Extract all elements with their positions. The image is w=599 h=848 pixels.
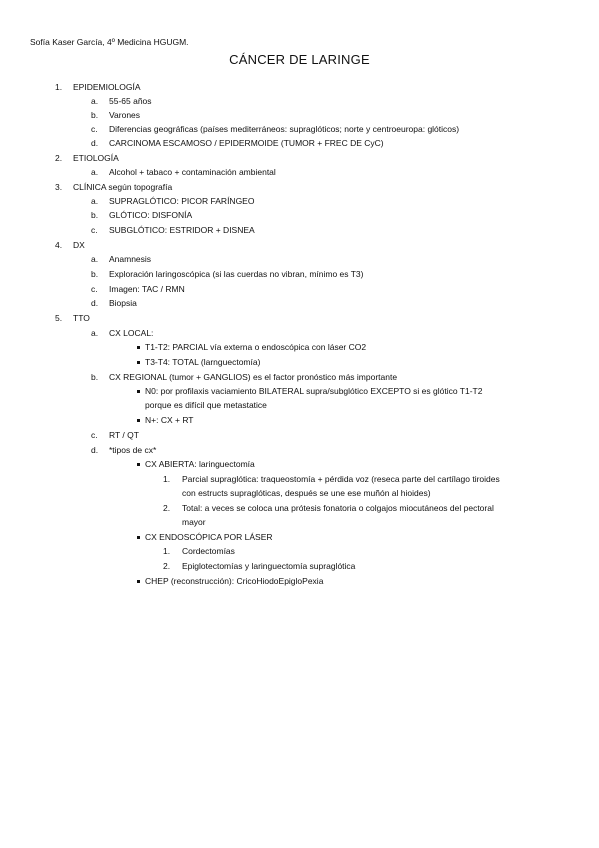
list-letter: c. xyxy=(91,225,98,235)
list-item: SUBGLÓTICO: ESTRIDOR + DISNEA xyxy=(109,225,255,235)
list-item: Exploración laringoscópica (si las cuerdas no vibran, mínimo es T3) xyxy=(109,269,364,279)
list-item: Alcohol + tabaco + contaminación ambiental xyxy=(109,167,276,177)
list-letter: a. xyxy=(91,254,99,264)
list-item-continuation: mayor xyxy=(182,517,206,527)
list-letter: b. xyxy=(91,372,99,382)
list-item: Parcial supraglótica: traqueostomía + pérdida voz (reseca parte del cartílago tiroides xyxy=(182,474,500,484)
list-item: 55-65 años xyxy=(109,96,152,106)
list-item: SUPRAGLÓTICO: PICOR FARÍNGEO xyxy=(109,196,255,206)
list-letter: a. xyxy=(91,328,99,338)
list-letter: b. xyxy=(91,269,99,279)
section-heading: TTO xyxy=(73,313,90,323)
list-item: CARCINOMA ESCAMOSO / EPIDERMOIDE (TUMOR + FREC DE CyC) xyxy=(109,138,384,148)
bullet-item: CHEP (reconstrucción): CricoHiodoEpigloPexia xyxy=(145,576,324,586)
list-letter: c. xyxy=(91,430,98,440)
list-letter: c. xyxy=(91,284,98,294)
list-letter: a. xyxy=(91,96,99,106)
list-number: 2. xyxy=(163,503,171,513)
list-item: CX LOCAL: xyxy=(109,328,154,338)
bullet-item: T3-T4: TOTAL (larnguectomía) xyxy=(145,357,261,367)
list-number: 2. xyxy=(55,153,63,163)
page-title: CÁNCER DE LARINGE xyxy=(229,52,370,67)
list-item: GLÓTICO: DISFONÍA xyxy=(109,210,193,220)
section-heading: ETIOLOGÍA xyxy=(73,153,119,163)
list-number: 2. xyxy=(163,561,171,571)
list-item: RT / QT xyxy=(109,430,139,440)
list-number: 5. xyxy=(55,313,63,323)
list-letter: d. xyxy=(91,138,99,148)
list-letter: b. xyxy=(91,110,99,120)
list-number: 3. xyxy=(55,182,63,192)
list-number: 1. xyxy=(55,82,63,92)
bullet-item-continuation: porque es difícil que metastatice xyxy=(145,400,267,410)
bullet-item: N0: por profilaxis vaciamiento BILATERAL supra/subglótico EXCEPTO si es glótico T1-T2 xyxy=(145,386,483,396)
bullet-square-icon xyxy=(137,536,140,539)
list-letter: a. xyxy=(91,196,99,206)
bullet-item: CX ABIERTA: laringuectomía xyxy=(145,459,255,469)
list-letter: a. xyxy=(91,167,99,177)
list-item: Anamnesis xyxy=(109,254,152,264)
bullet-square-icon xyxy=(137,419,140,422)
list-item: Imagen: TAC / RMN xyxy=(109,284,185,294)
list-item-continuation: con estructs supraglóticas, después se une ese muñón al hioides) xyxy=(182,488,431,498)
list-item: Epiglotectomías y laringuectomía supraglótica xyxy=(182,561,356,571)
list-letter: d. xyxy=(91,445,99,455)
bullet-item: CX ENDOSCÓPICA POR LÁSER xyxy=(145,532,273,542)
list-item: Cordectomías xyxy=(182,546,235,556)
list-item: Varones xyxy=(109,110,141,120)
bullet-square-icon xyxy=(137,346,140,349)
section-heading: CLÍNICA según topografía xyxy=(73,182,173,192)
section-heading: DX xyxy=(73,240,85,250)
bullet-square-icon xyxy=(137,463,140,466)
section-heading: EPIDEMIOLOGÍA xyxy=(73,82,141,92)
list-item: Biopsia xyxy=(109,298,137,308)
list-item: CX REGIONAL (tumor + GANGLIOS) es el factor pronóstico más importante xyxy=(109,372,398,382)
list-item: Total: a veces se coloca una prótesis fonatoria o colgajos miocutáneos del pectoral xyxy=(182,503,494,513)
bullet-square-icon xyxy=(137,361,140,364)
list-item: Diferencias geográficas (países mediterráneos: supraglóticos; norte y centroeuropa: glóticos) xyxy=(109,124,460,134)
list-number: 1. xyxy=(163,546,171,556)
list-letter: d. xyxy=(91,298,99,308)
bullet-square-icon xyxy=(137,390,140,393)
list-letter: c. xyxy=(91,124,98,134)
list-item: *tipos de cx* xyxy=(109,445,157,455)
list-letter: b. xyxy=(91,210,99,220)
bullet-item: N+: CX + RT xyxy=(145,415,194,425)
bullet-item: T1-T2: PARCIAL vía externa o endoscópica con láser CO2 xyxy=(145,342,367,352)
list-number: 1. xyxy=(163,474,171,484)
bullet-square-icon xyxy=(137,580,140,583)
author-line: Sofía Kaser García, 4º Medicina HGUGM. xyxy=(30,37,189,47)
list-number: 4. xyxy=(55,240,63,250)
